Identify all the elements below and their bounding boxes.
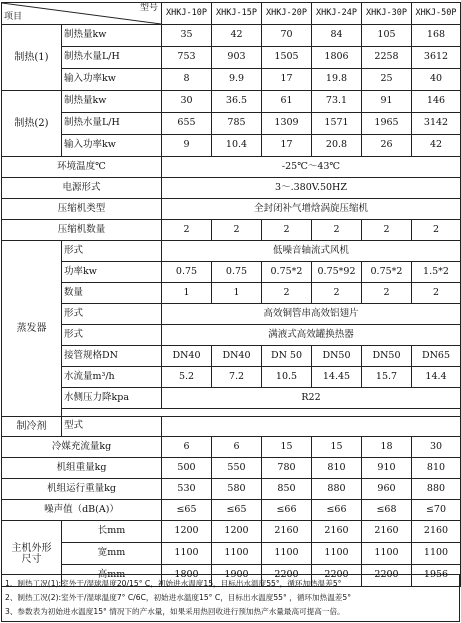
value-cell: 0.75*2 — [362, 262, 412, 283]
row-label: 制热量kw — [62, 25, 162, 47]
value-cell: DN 50 — [262, 346, 312, 367]
value-cell: 780 — [262, 458, 312, 479]
value-cell: 530 — [162, 479, 212, 500]
value-cell: 550 — [212, 458, 262, 479]
value-cell: 500 — [162, 458, 212, 479]
row-label: 电源形式 — [2, 178, 162, 199]
compressor-count-row — [2, 220, 461, 241]
footnote-1: 1、制热工况(1):室外干/湿球温度20/15° C，初始进水温度15，目标出水温度55°，循环加热温差5° — [5, 579, 342, 588]
value-cell: 580 — [212, 479, 262, 500]
value-cell: 35 — [162, 25, 212, 47]
row-label: 水流量m³/h — [62, 367, 162, 388]
value-cell: 1100 — [412, 543, 461, 565]
row-label: 高mm — [62, 565, 162, 587]
value-cell: 0.75 — [212, 262, 262, 283]
value-cell: 1806 — [312, 47, 362, 69]
row-label: 功率kw — [62, 262, 162, 283]
value-cell: 1800 — [162, 565, 212, 587]
fan-power-row — [2, 262, 461, 283]
flow-row — [2, 367, 461, 388]
row-label: 形式 — [62, 241, 162, 262]
value-cell: 7.2 — [212, 367, 262, 388]
value-cell: 753 — [162, 47, 212, 69]
value-cell: 低噪音轴流式风机 — [162, 241, 461, 262]
row-label: 压缩机数量 — [2, 220, 162, 241]
row-label: 环境温度℃ — [2, 157, 162, 178]
value-cell: 84 — [312, 25, 362, 47]
value-cell: 0.75*92 — [312, 262, 362, 283]
heat1-group-label: 制热(1) — [2, 25, 62, 91]
value-cell: 2 — [312, 283, 362, 304]
value-cell: 880 — [412, 479, 461, 500]
value-cell: ≤66 — [262, 500, 312, 521]
value-cell: 1571 — [312, 113, 362, 135]
value-cell: 15.7 — [362, 367, 412, 388]
row-label: 制热量kw — [62, 91, 162, 113]
value-cell: 8 — [162, 69, 212, 91]
pressure-row — [2, 388, 461, 409]
fan-form-row — [2, 241, 461, 262]
dims-group-line1: 主机外形 — [11, 542, 52, 554]
value-cell: 18 — [362, 437, 412, 458]
value-cell: 2 — [412, 220, 461, 241]
heat1-row — [2, 25, 461, 47]
value-cell: 9 — [162, 135, 212, 157]
compressor-type-row — [2, 199, 461, 220]
model-header: XHKJ-20P — [262, 3, 312, 25]
value-cell: 2160 — [362, 521, 412, 543]
heat2-row — [2, 113, 461, 135]
footnote-3: 3、参数表为初始进水温度15° 情况下的产水量，如果采用热回收进行预加热产水量最高可提高一倍。 — [5, 607, 345, 616]
value-cell: 10.4 — [212, 135, 262, 157]
value-cell: -25℃～43℃ — [162, 157, 461, 178]
value-cell: 42 — [212, 25, 262, 47]
heat1-row — [2, 69, 461, 91]
value-cell: 2 — [362, 220, 412, 241]
value-cell: DN40 — [212, 346, 262, 367]
value-cell: 满液式高效罐换热器 — [162, 325, 461, 346]
value-cell: 655 — [162, 113, 212, 135]
value-cell: 42 — [412, 135, 461, 157]
value-cell: 2258 — [362, 47, 412, 69]
row-label: 形式 — [62, 304, 162, 325]
value-cell: 1100 — [262, 543, 312, 565]
value-cell: 810 — [312, 458, 362, 479]
value-cell: 20.8 — [312, 135, 362, 157]
value-cell: 73.1 — [312, 91, 362, 113]
value-cell: 146 — [412, 91, 461, 113]
value-cell: 10.5 — [262, 367, 312, 388]
value-cell: DN40 — [162, 346, 212, 367]
model-header: XHKJ-15P — [212, 3, 262, 25]
condenser-form-row — [2, 325, 461, 346]
row-label: 输入功率kw — [62, 135, 162, 157]
value-cell: 168 — [412, 25, 461, 47]
value-cell: 1100 — [162, 543, 212, 565]
value-cell: DN50 — [362, 346, 412, 367]
value-cell: 3612 — [412, 47, 461, 69]
value-cell: 1 — [162, 283, 212, 304]
value-cell: 15 — [262, 437, 312, 458]
row-label: 接管规格DN — [62, 346, 162, 367]
blank-cell — [62, 409, 461, 417]
blank-cell — [162, 417, 461, 437]
weight-row — [2, 458, 461, 479]
value-cell: 1965 — [362, 113, 412, 135]
value-cell: 785 — [212, 113, 262, 135]
value-cell: 5.2 — [162, 367, 212, 388]
value-cell: 1900 — [212, 565, 262, 587]
model-header: XHKJ-10P — [162, 3, 212, 25]
value-cell: 3142 — [412, 113, 461, 135]
dims-group-line2: 尺寸 — [21, 553, 42, 565]
row-label: 形式 — [62, 325, 162, 346]
value-cell: DN65 — [412, 346, 461, 367]
value-cell: 2 — [412, 283, 461, 304]
value-cell: 2 — [362, 283, 412, 304]
value-cell: 14.45 — [312, 367, 362, 388]
row-label: 机组重量kg — [2, 458, 162, 479]
row-label: 冷媒充流量kg — [2, 437, 162, 458]
value-cell: 960 — [362, 479, 412, 500]
evaporator-group-label: 蒸发器 — [2, 241, 62, 417]
refrigerant-row — [2, 417, 461, 437]
row-label: 数量 — [62, 283, 162, 304]
value-cell: 2200 — [362, 565, 412, 587]
value-cell: ≤66 — [312, 500, 362, 521]
row-label: 制热水量L/H — [62, 113, 162, 135]
value-cell: ≤70 — [412, 500, 461, 521]
model-header: XHKJ-30P — [362, 3, 412, 25]
value-cell: 1 — [212, 283, 262, 304]
heat2-row — [2, 91, 461, 113]
value-cell: 1100 — [212, 543, 262, 565]
row-label: 压缩机类型 — [2, 199, 162, 220]
value-cell: 2200 — [312, 565, 362, 587]
value-cell: 6 — [212, 437, 262, 458]
value-cell: 2200 — [262, 565, 312, 587]
row-label: 机组运行重量kg — [2, 479, 162, 500]
value-cell: 2160 — [262, 521, 312, 543]
value-cell: 2 — [162, 220, 212, 241]
value-cell: 810 — [412, 458, 461, 479]
heat2-group-label: 制热(2) — [2, 91, 62, 157]
value-cell: 1200 — [212, 521, 262, 543]
value-cell: ≤68 — [362, 500, 412, 521]
value-cell: 2 — [262, 220, 312, 241]
value-cell: 36.5 — [212, 91, 262, 113]
model-label: 型号 — [139, 3, 158, 13]
value-cell: 1505 — [262, 47, 312, 69]
row-label: 输入功率kw — [62, 69, 162, 91]
value-cell: 61 — [262, 91, 312, 113]
footnote-2: 2、制热工况(2):室外干/湿球温度7° C/6C，初始进水温度15° C，目标出水温度55° ，循环加热温差5° — [5, 593, 352, 602]
value-cell: 6 — [162, 437, 212, 458]
value-cell: 3～.380V.50HZ — [162, 178, 461, 199]
pipe-row — [2, 346, 461, 367]
footnotes — [1, 574, 460, 622]
value-cell: 0.75 — [162, 262, 212, 283]
fan-qty-row — [2, 283, 461, 304]
row-label: 宽mm — [62, 543, 162, 565]
value-cell: ≤65 — [162, 500, 212, 521]
value-cell: ≤65 — [212, 500, 262, 521]
value-cell: 30 — [162, 91, 212, 113]
value-cell: 910 — [362, 458, 412, 479]
value-cell: 30 — [412, 437, 461, 458]
value-cell: 15 — [312, 437, 362, 458]
dims-row — [2, 521, 461, 543]
op-weight-row — [2, 479, 461, 500]
row-label: 噪声值（dB(A)） — [2, 500, 162, 521]
value-cell: 40 — [412, 69, 461, 91]
heat2-row — [2, 135, 461, 157]
value-cell: 25 — [362, 69, 412, 91]
value-cell: 105 — [362, 25, 412, 47]
value-cell: 9.9 — [212, 69, 262, 91]
value-cell: 850 — [262, 479, 312, 500]
noise-row — [2, 500, 461, 521]
charge-row — [2, 437, 461, 458]
model-header: XHKJ-24P — [312, 3, 362, 25]
value-cell: 2 — [212, 220, 262, 241]
value-cell: 2 — [262, 283, 312, 304]
header-row — [2, 3, 461, 25]
row-label: 制热水量L/H — [62, 47, 162, 69]
value-cell: DN50 — [312, 346, 362, 367]
value-cell: 1200 — [162, 521, 212, 543]
refrigerant-group-label: 制冷剂 — [2, 417, 62, 437]
row-label: 长mm — [62, 521, 162, 543]
power-row — [2, 178, 461, 199]
value-cell: 2160 — [412, 521, 461, 543]
value-cell: 1100 — [312, 543, 362, 565]
spacer-row — [2, 409, 461, 417]
evaporator-form-row — [2, 304, 461, 325]
diagonal-line — [2, 3, 161, 24]
env-row — [2, 157, 461, 178]
value-cell: 26 — [362, 135, 412, 157]
heat1-row — [2, 47, 461, 69]
value-cell: 19.8 — [312, 69, 362, 91]
value-cell: 14.4 — [412, 367, 461, 388]
value-cell: 17 — [262, 135, 312, 157]
dims-row — [2, 543, 461, 565]
value-cell: R22 — [162, 388, 461, 409]
value-cell: 1100 — [362, 543, 412, 565]
header-corner — [2, 3, 162, 25]
value-cell: 2160 — [312, 521, 362, 543]
value-cell: 17 — [262, 69, 312, 91]
value-cell: 91 — [362, 91, 412, 113]
value-cell: 70 — [262, 25, 312, 47]
value-cell: 2 — [312, 220, 362, 241]
item-label: 项目 — [4, 12, 23, 23]
value-cell: 1309 — [262, 113, 312, 135]
value-cell: 1956 — [412, 565, 461, 587]
spec-table — [1, 2, 461, 587]
value-cell: 高效铜管串高效铝翅片 — [162, 304, 461, 325]
value-cell: 880 — [312, 479, 362, 500]
model-header: XHKJ-50P — [412, 3, 461, 25]
row-label: 水侧压力降kpa — [62, 388, 162, 409]
row-label: 型式 — [62, 417, 162, 437]
value-cell: 0.75*2 — [262, 262, 312, 283]
value-cell: 全封闭补气增焓涡旋压缩机 — [162, 199, 461, 220]
value-cell: 903 — [212, 47, 262, 69]
value-cell: 1.5*2 — [412, 262, 461, 283]
